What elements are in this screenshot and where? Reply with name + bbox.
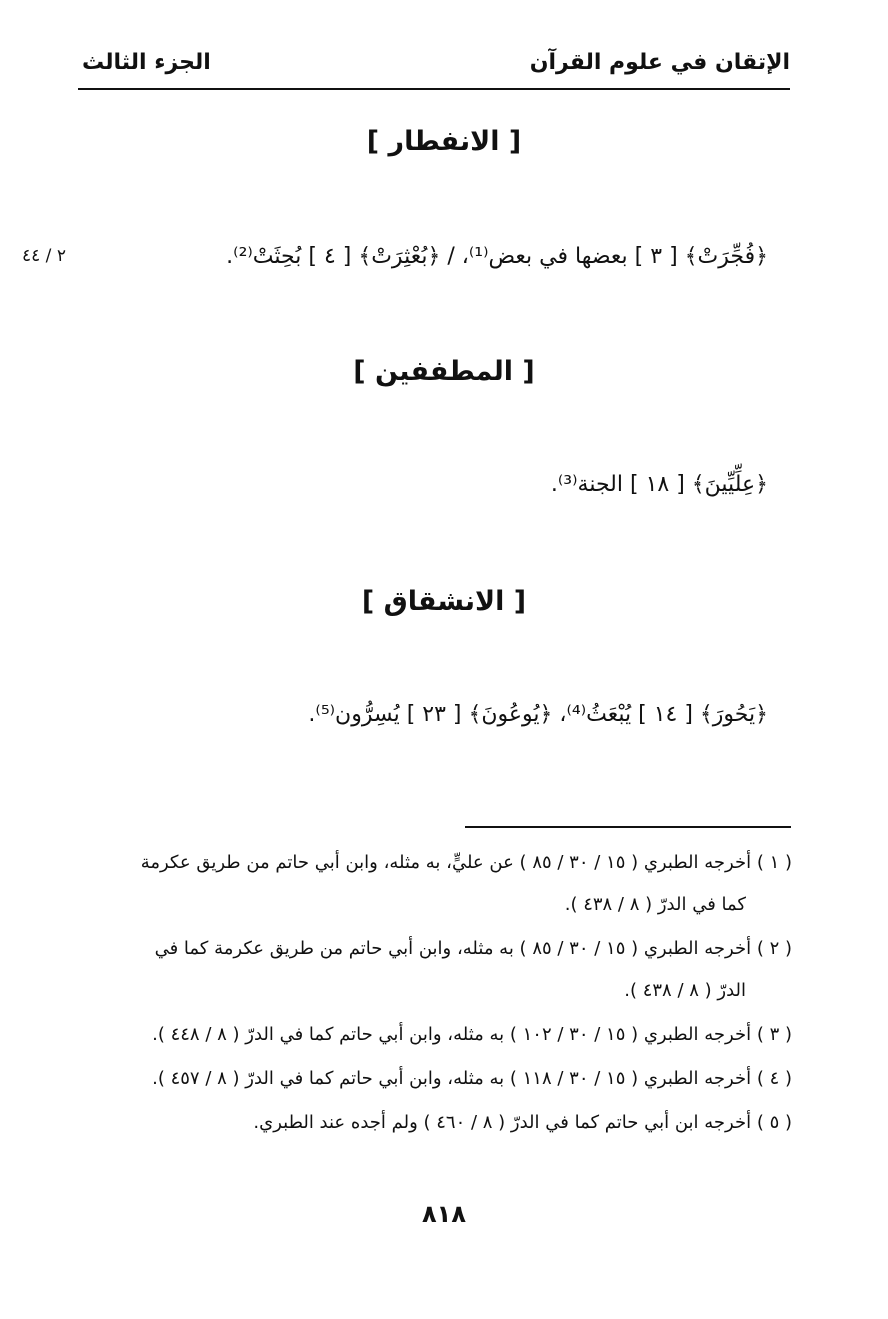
footnote-3 — [80, 1014, 792, 1056]
part-label: الجزء الثالث — [82, 50, 211, 75]
footnote-2-line-1: ( ٢ ) أخرجه الطبري ( ١٥ / ٣٠ / ٨٥ ) به مثله، وابن أبي حاتم من طريق عكرمة كما في — [154, 938, 792, 959]
sura-heading-mutaffifin: [ المطففين ] — [353, 356, 535, 387]
footnote-4 — [80, 1058, 792, 1100]
margin-page-reference: ٢ / ٤٤ — [22, 246, 66, 266]
footnote-2 — [80, 928, 792, 1012]
sura-heading-inshiqaq: [ الانشقاق ] — [361, 586, 527, 617]
footnote-3-line-1: ( ٣ ) أخرجه الطبري ( ١٥ / ٣٠ / ١٠٢ ) به مثله، وابن أبي حاتم كما في الدرّ ( ٨ / ٤٤٨ ). — [152, 1024, 792, 1045]
footnote-5-line-1: ( ٥ ) أخرجه ابن أبي حاتم كما في الدرّ ( ٨ / ٤٦٠ ) ولم أجده عند الطبري. — [253, 1112, 792, 1133]
footnote-5 — [80, 1102, 792, 1144]
footnote-4-line-1: ( ٤ ) أخرجه الطبري ( ١٥ / ٣٠ / ١١٨ ) به مثله، وابن أبي حاتم كما في الدرّ ( ٨ / ٤٥٧ ). — [152, 1068, 792, 1089]
gloss-line-infitar: ﴿فُجِّرَتْ﴾ [ ٣ ] بعضها في بعض⁽¹⁾، / ﴿بُعْثِرَتْ﴾ [ ٤ ] بُحِثَتْ⁽²⁾. — [226, 244, 768, 269]
book-title: الإتقان في علوم القرآن — [529, 50, 790, 75]
footnote-separator — [465, 826, 791, 828]
footnote-1-line-2: كما في الدرّ ( ٨ / ٤٣٨ ). — [564, 894, 746, 915]
footnote-2-line-2: الدرّ ( ٨ / ٤٣٨ ). — [624, 980, 746, 1001]
footnote-1 — [80, 842, 792, 926]
page-number: ٨١٨ — [422, 1200, 466, 1228]
gloss-line-inshiqaq: ﴿يَحُورَ﴾ [ ١٤ ] يُبْعَثُ⁽⁴⁾، ﴿يُوعُونَ﴾ [ ٢٣ ] يُسِرُّون⁽⁵⁾. — [308, 702, 768, 727]
sura-heading-infitar: [ الانفطار ] — [366, 126, 522, 157]
gloss-line-mutaffifin: ﴿عِلِّيِّينَ﴾ [ ١٨ ] الجنة⁽³⁾. — [550, 472, 768, 497]
running-header — [78, 42, 790, 90]
footnote-1-line-1: ( ١ ) أخرجه الطبري ( ١٥ / ٣٠ / ٨٥ ) عن عليٍّ، به مثله، وابن أبي حاتم من طريق عكرمة — [140, 852, 792, 873]
